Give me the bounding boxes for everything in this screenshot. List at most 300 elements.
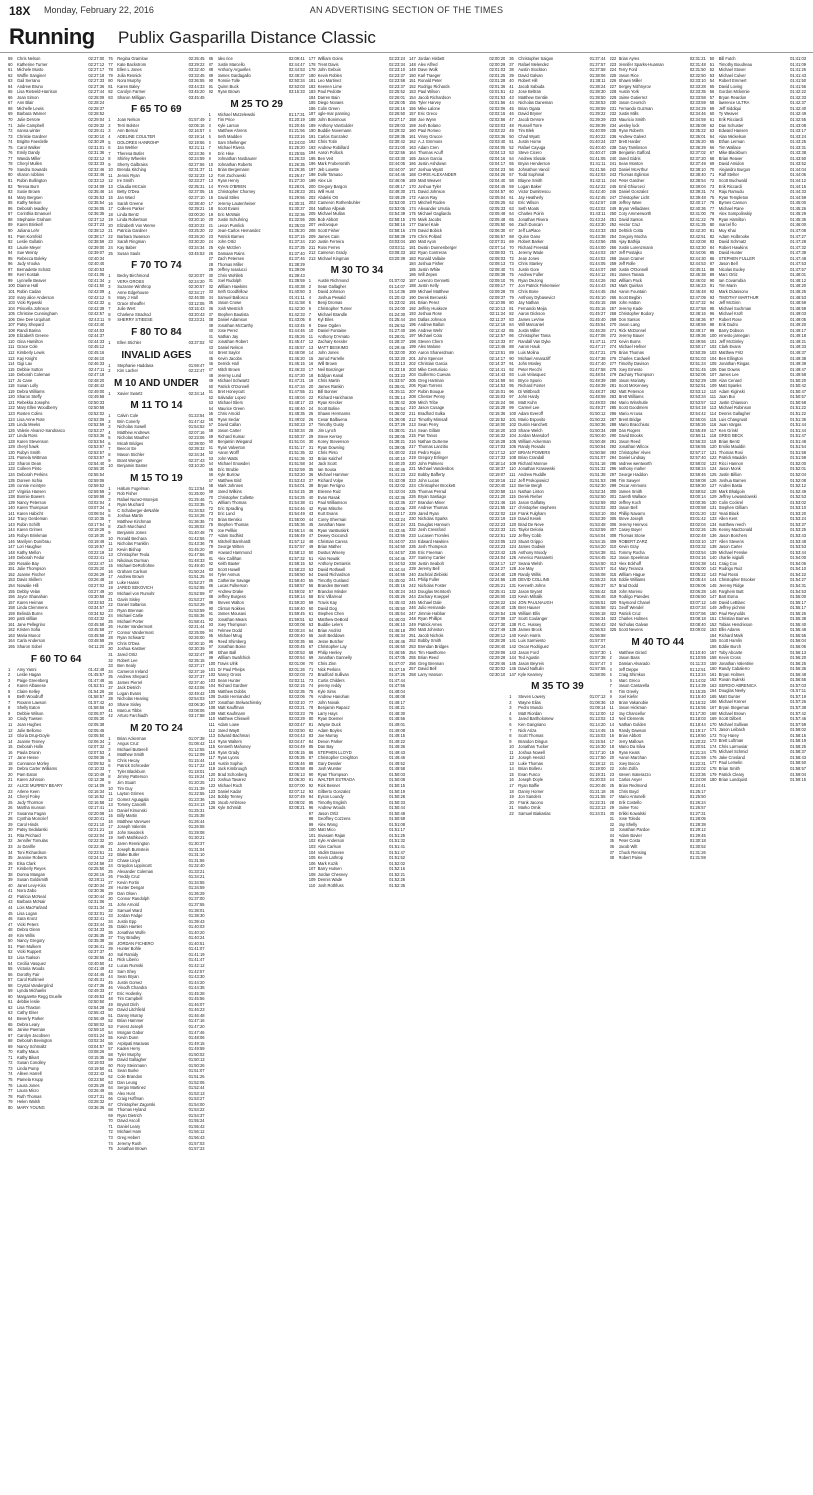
finish-time: 01:54:52 xyxy=(188,424,205,430)
finish-time: 02:34:09 xyxy=(88,183,105,189)
place-number: 51 xyxy=(208,389,214,395)
place-number: 12 xyxy=(308,339,314,345)
place-number: 105 xyxy=(709,361,717,367)
place-number: 14 xyxy=(108,557,113,563)
finish-time: 01:51:44 xyxy=(790,422,806,428)
finish-time: 02:41:34 xyxy=(88,277,105,283)
place-number: 120 xyxy=(509,521,517,527)
runner-name: Jared Ortiz xyxy=(117,652,138,658)
runner-name: Damaan Rains xyxy=(217,250,245,256)
runner-name: Scott Buchwald xyxy=(718,178,747,184)
place-number: 12 xyxy=(8,727,13,733)
runner-name: Anthony DeSantis xyxy=(317,561,351,567)
place-number: 68 xyxy=(709,155,715,161)
runner-name: Katherine Turner xyxy=(17,61,48,67)
place-number: 69 xyxy=(8,111,13,117)
runner-name: Wayne Elias xyxy=(518,699,541,705)
runner-name: Alex Sompolinskiy xyxy=(718,211,752,217)
finish-time: 01:44:45 xyxy=(589,288,606,294)
finish-time: 03:28:32 xyxy=(88,1099,105,1105)
finish-time: 02:44:30 xyxy=(689,255,706,261)
runner-name: Graydon Lippincott xyxy=(117,863,152,869)
runner-name: TIMOTHY MARTHUR xyxy=(718,294,759,300)
place-number: 162 xyxy=(409,139,416,145)
place-number: 140 xyxy=(509,632,517,638)
runner-name: Jeffrey Lewandowski xyxy=(718,494,757,500)
place-number: 69 xyxy=(208,489,214,495)
runner-name: Brian Kalchef xyxy=(317,455,343,461)
place-number: 125 xyxy=(709,472,717,478)
place-number: 135 xyxy=(509,605,517,611)
finish-time: 01:59:02 xyxy=(288,588,305,594)
finish-time: 02:58:02 xyxy=(689,460,706,466)
finish-time: 01:48:53 xyxy=(790,294,806,300)
runner-name: Forest Joseph xyxy=(117,1024,144,1030)
finish-time: 02:11:37 xyxy=(489,316,506,322)
runner-name: Ryan Keats xyxy=(618,749,640,755)
place-number: 20 xyxy=(108,222,113,228)
finish-time: 02:40:40 xyxy=(88,261,105,267)
finish-time: 01:38:02 xyxy=(188,524,205,530)
place-number: 60 xyxy=(108,1062,113,1068)
finish-time: 02:05:38 xyxy=(88,721,105,727)
finish-time: 03:27:49 xyxy=(88,588,105,594)
finish-time: 01:10:59 xyxy=(689,655,706,661)
runner-name: Betty O'Dea xyxy=(117,189,140,195)
finish-time: 01:42:36 xyxy=(389,500,405,506)
finish-time: 02:37:37 xyxy=(188,674,205,680)
finish-time: 01:52:04 xyxy=(790,472,806,478)
runner-name: Jane Hesse xyxy=(17,755,39,761)
runner-name: Jimmy Patterson xyxy=(117,774,148,780)
finish-time: 02:03:21 xyxy=(288,705,305,711)
finish-time: 02:14:09 xyxy=(88,783,105,788)
place-number: 146 xyxy=(509,666,517,672)
place-number: 71 xyxy=(8,122,13,128)
finish-time: 01:24:13 xyxy=(188,802,205,808)
runner-name: Linda Meeks xyxy=(17,422,41,428)
finish-time: 01:51:36 xyxy=(288,455,305,461)
place-number: 17 xyxy=(308,366,314,372)
finish-time: 01:24:01 xyxy=(589,810,606,816)
place-number: 65 xyxy=(208,466,214,472)
finish-time: 02:30:36 xyxy=(88,888,105,894)
finish-time: 01:50:36 xyxy=(589,422,606,428)
runner-name: Barbara McNair xyxy=(17,899,46,905)
place-number: 113 xyxy=(509,483,516,489)
finish-time: 01:51:22 xyxy=(790,405,806,411)
place-number: 106 xyxy=(709,366,717,372)
finish-time: 02:53:54 xyxy=(88,438,105,444)
finish-time: 02:00:45 xyxy=(288,644,305,650)
place-number: 165 xyxy=(409,155,416,161)
runner-name: Don Santos xyxy=(618,316,640,322)
runner-name: John Lucas xyxy=(418,477,439,483)
runner-name: Kay Baber xyxy=(117,244,137,250)
runner-name: Andrew Robillard xyxy=(317,144,349,150)
place-number: 3 xyxy=(108,496,111,502)
place-number: 17 xyxy=(609,738,615,744)
finish-time: 02:37:43 xyxy=(188,457,205,463)
runner-name: Dakin Hamlet xyxy=(117,924,142,930)
runner-name: Raymond Chanel xyxy=(618,599,651,605)
place-number: 22 xyxy=(208,228,214,234)
runner-name: Jacob DeVore xyxy=(518,117,544,123)
place-number: 124 xyxy=(509,544,517,550)
runner-name: Jonathan Gannelly xyxy=(317,655,352,661)
runner-name: Jonathan Wilcox xyxy=(618,444,649,450)
finish-time: 02:07:16 xyxy=(188,429,205,435)
finish-time: 01:23:02 xyxy=(389,300,405,306)
finish-time: 02:48:16 xyxy=(689,311,706,317)
place-number: 67 xyxy=(108,1101,113,1107)
finish-time: 01:44:46 xyxy=(288,328,305,334)
runner-name: Dan Olsen xyxy=(117,890,137,896)
place-number: 238 xyxy=(609,144,617,150)
finish-time: 01:46:15 xyxy=(288,361,305,367)
runner-name: James Pierrel xyxy=(117,679,143,685)
place-number: 102 xyxy=(208,672,216,678)
finish-time: 01:53:10 xyxy=(790,505,806,511)
place-number: 26 xyxy=(108,624,113,630)
runner-name: Claudia McCain xyxy=(117,183,147,189)
place-number: 157 xyxy=(709,649,717,655)
runner-name: Joshua Nowell xyxy=(518,749,545,755)
place-number: 5 xyxy=(8,688,11,694)
finish-time: 02:32:23 xyxy=(188,172,205,178)
finish-time: 01:56:49 xyxy=(288,533,305,539)
runner-name: ernesto jarnegan xyxy=(718,333,750,339)
runner-name: Marko Ornik xyxy=(518,805,541,811)
place-number: 89 xyxy=(509,349,514,355)
runner-name: Chris Hecay xyxy=(117,757,140,763)
place-number: 124 xyxy=(8,416,15,422)
place-number: 108 xyxy=(509,455,517,461)
place-number: 166 xyxy=(709,699,717,705)
place-number: 261 xyxy=(609,272,617,278)
runner-name: Clark Evans xyxy=(718,344,741,350)
place-number: 64 xyxy=(509,211,514,217)
runner-name: WALTER ESTRADA xyxy=(317,777,355,783)
runner-name: John Hatton xyxy=(618,300,641,306)
runner-name: Chris Pollard xyxy=(418,233,442,239)
finish-time: 01:59:45 xyxy=(288,611,305,617)
place-number: 286 xyxy=(609,411,617,416)
place-number: 136 xyxy=(509,610,517,616)
place-number: 272 xyxy=(609,333,617,339)
runner-name: Andrew Fuller xyxy=(518,272,544,278)
place-number: 9 xyxy=(208,156,211,162)
place-number: 278 xyxy=(609,366,617,372)
place-number: 165 xyxy=(709,693,717,699)
finish-time: 02:24:59 xyxy=(188,156,205,162)
place-number: 5 xyxy=(509,716,512,722)
finish-time: 01:36:08 xyxy=(389,416,405,422)
finish-time: 01:45:26 xyxy=(790,205,806,211)
place-number: 24 xyxy=(108,863,113,869)
place-number: 294 xyxy=(609,455,617,461)
runner-name: Linda Robertson xyxy=(117,217,148,223)
place-number: 13 xyxy=(8,733,13,739)
finish-time: 02:19:14 xyxy=(188,134,205,140)
finish-time: 01:43:38 xyxy=(790,150,806,156)
runner-name: Victoria Woods xyxy=(17,966,45,972)
runner-name: Jo DaVille xyxy=(17,844,36,850)
runner-name: Ian Sousa xyxy=(317,466,337,472)
place-number: 62 xyxy=(208,450,214,456)
finish-time: 01:42:33 xyxy=(790,94,806,100)
place-number: 57 xyxy=(308,588,314,594)
runner-name: Tim Price xyxy=(217,117,235,123)
place-number: 72 xyxy=(8,1060,13,1066)
runner-name: David Loving xyxy=(718,83,743,89)
finish-time: 02:21:55 xyxy=(489,505,506,511)
place-number: 164 xyxy=(409,150,416,156)
place-number: 156 xyxy=(709,643,717,649)
finish-time: 01:42:22 xyxy=(589,183,606,189)
place-number: 73 xyxy=(108,1134,113,1140)
place-number: 28 xyxy=(609,799,615,805)
finish-time: 02:40:17 xyxy=(689,200,706,206)
finish-time: 02:53:57 xyxy=(689,399,706,405)
place-number: 169 xyxy=(709,716,717,722)
place-number: 256 xyxy=(609,244,617,250)
place-number: 191 xyxy=(308,133,316,139)
finish-time: 01:43:50 xyxy=(790,155,806,161)
finish-time: 01:26:47 xyxy=(288,172,305,178)
runner-name: sharon robbins xyxy=(17,172,45,178)
finish-time: 01:44:57 xyxy=(389,550,405,556)
runner-name: David Kesek xyxy=(518,516,542,522)
runner-name: BRIAN POWERS xyxy=(518,449,551,455)
place-number: 150 xyxy=(409,72,416,78)
finish-time: 01:50:48 xyxy=(389,810,405,816)
place-number: 85 xyxy=(709,250,715,256)
place-number: 23 xyxy=(208,233,214,239)
runner-name: Aaron Hauk xyxy=(518,344,540,350)
runner-name: Joanne Fischer xyxy=(17,571,45,577)
place-number: 93 xyxy=(8,244,13,250)
runner-name: Paul Rossi xyxy=(718,571,739,577)
runner-name: Chris Bone xyxy=(518,288,539,294)
finish-time: 01:12:00 xyxy=(589,710,606,716)
finish-time: 01:09:14 xyxy=(589,705,606,711)
runner-name: Robin Bullington xyxy=(17,178,47,184)
place-number: 13 xyxy=(509,760,514,766)
place-number: 118 xyxy=(709,433,717,439)
place-number: 151 xyxy=(8,566,15,572)
runner-name: Jason Carter xyxy=(217,428,241,433)
place-number: 26 xyxy=(108,874,113,880)
finish-time: 02:14:17 xyxy=(489,355,506,361)
runner-name: Deltrick Cotta xyxy=(618,227,644,233)
finish-time: 02:07:14 xyxy=(489,244,506,250)
runner-name: Daniel Lindsay xyxy=(618,455,646,461)
place-number: 10 xyxy=(108,463,113,469)
runner-name: Chris Boyd xyxy=(618,788,639,794)
runner-name: Debby Velan xyxy=(17,588,41,594)
runner-name: Bryan Reardon xyxy=(718,94,747,100)
age-group-heading: INVALID AGES xyxy=(121,349,192,361)
finish-time: 03:36:55 xyxy=(188,78,205,84)
runner-name: Nowalie Hill xyxy=(17,582,39,588)
finish-time: 01:42:48 xyxy=(88,666,105,672)
runner-name: Emily Dandy xyxy=(17,150,40,156)
place-number: 233 xyxy=(409,533,416,539)
finish-time: 02:39:07 xyxy=(88,250,105,256)
place-number: 160 xyxy=(8,616,15,622)
finish-time: 01:57:30 xyxy=(589,649,606,655)
runner-name: Debra Williams xyxy=(17,388,45,394)
runner-name: Mark Frobersmith xyxy=(317,161,350,167)
race-subtitle: Publix Gasparilla Distance Classic xyxy=(118,28,376,47)
place-number: 34 xyxy=(308,461,314,467)
age-group xyxy=(309,264,405,888)
finish-time: 02:01:56 xyxy=(489,100,506,106)
place-number: 7 xyxy=(308,311,312,317)
place-number: 99 xyxy=(509,405,514,411)
place-number: 135 xyxy=(8,477,15,483)
finish-time: 02:06:30 xyxy=(288,777,305,783)
place-number: 75 xyxy=(709,194,715,200)
place-number: 157 xyxy=(8,599,15,605)
runner-name: Will Marcantel xyxy=(518,322,544,328)
finish-time: 01:47:16 xyxy=(188,1018,205,1024)
finish-time: 02:37:40 xyxy=(188,679,205,685)
finish-time: 01:54:01 xyxy=(288,483,305,489)
place-number: 6 xyxy=(108,513,111,519)
place-number: 103 xyxy=(208,677,216,683)
finish-time: 02:07:49 xyxy=(288,794,305,800)
runner-name: Randy Willis xyxy=(518,571,541,577)
place-number: 76 xyxy=(8,1082,13,1088)
finish-time: 02:36:35 xyxy=(88,211,105,217)
runner-name: Julie Thompson xyxy=(17,566,46,572)
runner-name: Mary J Hall xyxy=(117,295,138,301)
runner-name: Ken Grinkl xyxy=(718,427,738,433)
place-number: 97 xyxy=(308,810,314,816)
finish-time: 01:52:50 xyxy=(589,494,606,500)
finish-time: 02:22:02 xyxy=(489,510,506,516)
place-number: 71 xyxy=(8,1054,13,1060)
finish-time: 02:23:51 xyxy=(88,849,105,855)
finish-time: 01:22:31 xyxy=(689,760,706,766)
finish-time: 03:33:45 xyxy=(188,72,205,78)
finish-time: 01:43:24 xyxy=(389,522,405,528)
finish-time: 02:21:21 xyxy=(88,827,105,833)
runner-name: Samuel Ballosco xyxy=(217,294,248,300)
runner-name: Kevin Robles xyxy=(317,72,342,78)
runner-name: Nicholas Sowell xyxy=(117,424,147,430)
finish-time: 02:21:46 xyxy=(489,499,506,505)
finish-time: 02:18:14 xyxy=(489,460,506,466)
finish-time: 01:35:54 xyxy=(389,405,405,411)
place-number: 54 xyxy=(8,960,13,966)
place-number: 134 xyxy=(709,521,717,527)
runner-name: Diego Novaes xyxy=(317,100,344,106)
runner-name: Brian Bolleru xyxy=(518,766,542,772)
finish-time: 02:20:40 xyxy=(489,483,506,489)
finish-time: 01:59:51 xyxy=(288,616,305,622)
runner-name: Debra Glenn xyxy=(17,927,41,933)
runner-name: Colin Cockrel xyxy=(718,499,744,505)
finish-time: 01:50:47 xyxy=(790,388,806,394)
runner-name: Michael Mutzelewski xyxy=(217,111,256,117)
finish-time: 02:37:49 xyxy=(689,161,706,167)
place-number: 159 xyxy=(409,122,416,128)
runner-name: Mark DiJassono xyxy=(718,288,749,294)
finish-time: 01:20:22 xyxy=(689,738,706,744)
place-number: 162 xyxy=(8,627,15,633)
finish-time: 01:57:38 xyxy=(790,704,806,710)
place-number: 63 xyxy=(308,622,314,628)
runner-name: Craig Shimkus xyxy=(618,672,646,678)
runner-name: Mason Stichler xyxy=(117,451,145,457)
finish-time: 01:49:46 xyxy=(389,755,405,761)
place-number: 192 xyxy=(409,305,416,311)
place-number: 41 xyxy=(108,957,113,963)
place-number: 257 xyxy=(409,666,416,672)
runner-name: David Naftulin xyxy=(518,666,544,672)
runner-name: Ronald Bechara xyxy=(117,535,147,541)
place-number: 40 xyxy=(8,882,13,888)
place-number: 156 xyxy=(8,594,15,600)
finish-time: 01:37:29 xyxy=(389,422,405,428)
place-number: 65 xyxy=(108,1090,113,1096)
place-number: 87 xyxy=(208,588,214,594)
finish-time: 01:46:00 xyxy=(790,222,806,228)
result-row xyxy=(108,1146,204,1152)
finish-time: 01:28:23 xyxy=(288,189,305,195)
finish-time: 02:06:30 xyxy=(489,227,506,233)
place-number: 143 xyxy=(709,571,717,577)
place-number: 65 xyxy=(8,1021,13,1027)
place-number: 61 xyxy=(308,611,314,617)
finish-time: 02:31:06 xyxy=(88,899,105,905)
finish-time: 01:12:55 xyxy=(188,746,205,752)
finish-time: 03:03:04 xyxy=(389,239,405,245)
place-number: 206 xyxy=(308,216,316,222)
runner-name: Thomas Stone xyxy=(618,533,646,539)
runner-name: Cameron Ireland xyxy=(117,668,148,674)
place-number: 17 xyxy=(108,574,113,580)
runner-name: JORDAN FICHERO xyxy=(117,940,154,946)
place-number: 92 xyxy=(208,616,214,622)
runner-name: Aaron Ray xyxy=(418,194,438,200)
finish-time: 01:49:22 xyxy=(389,738,405,744)
runner-name: Wanda Miller xyxy=(17,155,41,161)
place-number: 1 xyxy=(108,485,111,491)
place-number: 183 xyxy=(409,255,416,261)
place-number: 167 xyxy=(709,704,717,710)
finish-time: 01:58:43 xyxy=(790,754,806,760)
place-number: 2 xyxy=(108,491,111,497)
finish-time: 01:08:42 xyxy=(188,741,205,747)
finish-time: 01:39:22 xyxy=(589,111,606,117)
place-number: 72 xyxy=(8,128,13,134)
runner-name: Fernando Mejia xyxy=(518,305,547,311)
age-group xyxy=(108,56,204,100)
place-number: 178 xyxy=(709,766,717,771)
finish-time: 01:54:04 xyxy=(589,533,606,539)
finish-time: 01:52:02 xyxy=(389,860,405,866)
place-number: 240 xyxy=(409,571,416,577)
finish-time: 01:48:25 xyxy=(790,288,806,294)
runner-name: Tim Campbell xyxy=(117,996,143,1002)
place-number: 80 xyxy=(108,78,113,84)
place-number: 74 xyxy=(8,1071,13,1077)
runner-name: Vicki Ruppert xyxy=(17,949,42,955)
